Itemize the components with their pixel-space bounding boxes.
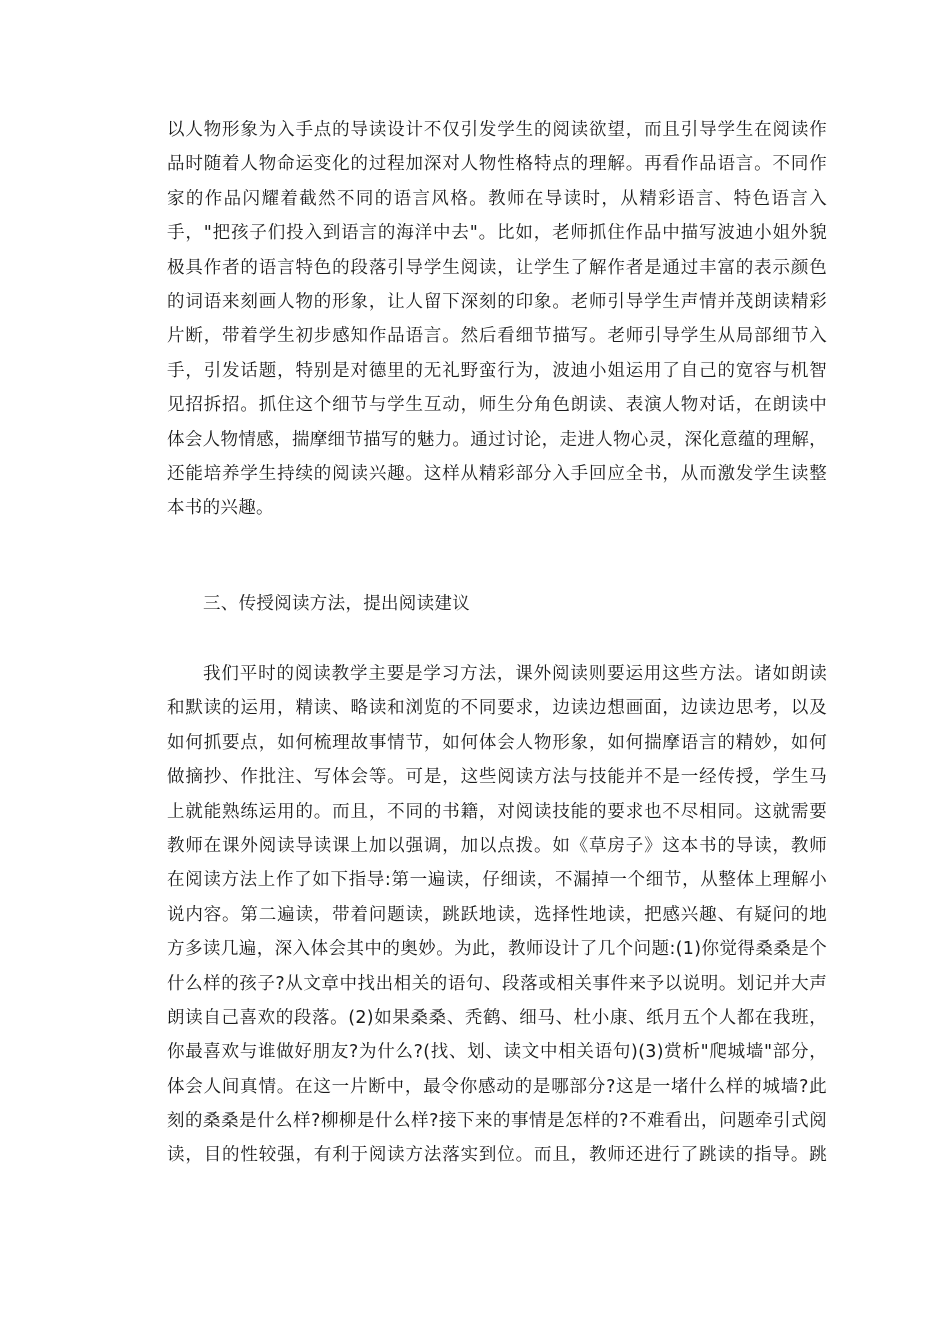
text-line: 朗读自己喜欢的段落。(2)如果桑桑、秃鹤、细马、杜小康、纸月五个人都在我班， bbox=[167, 1007, 827, 1028]
section-heading bbox=[167, 587, 827, 621]
text-line: 还能培养学生持续的阅读兴趣。这样从精彩部分入手回应全书，从而激发学生读整 bbox=[167, 463, 827, 484]
text-line: 做摘抄、作批注、写体会等。可是，这些阅读方法与技能并不是一经传授，学生马 bbox=[167, 767, 827, 788]
text-line: 极具作者的语言特色的段落引导学生阅读，让学生了解作者是通过丰富的表示颜色 bbox=[167, 257, 827, 278]
text-line: 品时随着人物命运变化的过程加深对人物性格特点的理解。再看作品语言。不同作 bbox=[167, 154, 827, 175]
text-line: 上就能熟练运用的。而且，不同的书籍，对阅读技能的要求也不尽相同。这就需要 bbox=[167, 801, 827, 822]
text-line: 说内容。第二遍读，带着问题读，跳跃地读，选择性地读，把感兴趣、有疑问的地 bbox=[167, 904, 827, 925]
text-line: 教师在课外阅读导读课上加以强调，加以点拨。如《草房子》这本书的导读，教师 bbox=[167, 835, 827, 856]
text-line: 什么样的孩子?从文章中找出相关的语句、段落或相关事件来予以说明。划记并大声 bbox=[167, 973, 827, 994]
text-line: 以人物形象为入手点的导读设计不仅引发学生的阅读欲望，而且引导学生在阅读作 bbox=[167, 120, 827, 140]
text-line: 的词语来刻画人物的形象，让人留下深刻的印象。老师引导学生声情并茂朗读精彩 bbox=[167, 291, 827, 312]
text-line: 方多读几遍，深入体会其中的奥妙。为此，教师设计了几个问题:(1)你觉得桑桑是个 bbox=[167, 939, 827, 960]
text-line: 读，目的性较强，有利于阅读方法落实到位。而且，教师还进行了跳读的指导。跳 bbox=[167, 1145, 827, 1166]
text-line: 体会人间真情。在这一片断中，最令你感动的是哪部分?这是一堵什么样的城墙?此 bbox=[167, 1076, 827, 1097]
text-line: 你最喜欢与谁做好朋友?为什么?(找、划、读文中相关语句)(3)赏析"爬城墙"部分， bbox=[167, 1042, 827, 1063]
text-line: 手，"把孩子们投入到语言的海洋中去"。比如，老师抓住作品中描写波迪小姐外貌 bbox=[167, 223, 827, 244]
section-heading-text: 三、传授阅读方法，提出阅读建议 bbox=[203, 594, 470, 614]
text-line: 刻的桑桑是什么样?柳柳是什么样?接下来的事情是怎样的?不难看出，问题牵引式阅 bbox=[167, 1111, 827, 1132]
text-line: 家的作品闪耀着截然不同的语言风格。教师在导读时，从精彩语言、特色语言入 bbox=[167, 188, 827, 209]
text-line: 手，引发话题，特别是对德里的无礼野蛮行为，波迪小姐运用了自己的宽容与机智 bbox=[167, 360, 827, 381]
text-line: 如何抓要点，如何梳理故事情节，如何体会人物形象，如何揣摩语言的精妙，如何 bbox=[167, 732, 827, 753]
text-line: 在阅读方法上作了如下指导:第一遍读，仔细读，不漏掉一个细节，从整体上理解小 bbox=[167, 870, 827, 891]
text-line: 片断，带着学生初步感知作品语言。然后看细节描写。老师引导学生从局部细节入 bbox=[167, 326, 827, 347]
text-line: 本书的兴趣。 bbox=[167, 498, 274, 519]
text-line: 体会人物情感，揣摩细节描写的魅力。通过讨论，走进人物心灵，深化意蕴的理解， bbox=[167, 429, 827, 450]
paragraph-reading-methods bbox=[167, 657, 827, 1173]
text-line: 我们平时的阅读教学主要是学习方法，课外阅读则要运用这些方法。诸如朗读 bbox=[203, 664, 827, 684]
text-line: 见招拆招。抓住这个细节与学生互动，师生分角色朗读、表演人物对话，在朗读中 bbox=[167, 395, 827, 416]
text-line: 和默读的运用，精读、略读和浏览的不同要求，边读边想画面，边读边思考，以及 bbox=[167, 698, 827, 719]
paragraph-character-language bbox=[167, 113, 827, 526]
